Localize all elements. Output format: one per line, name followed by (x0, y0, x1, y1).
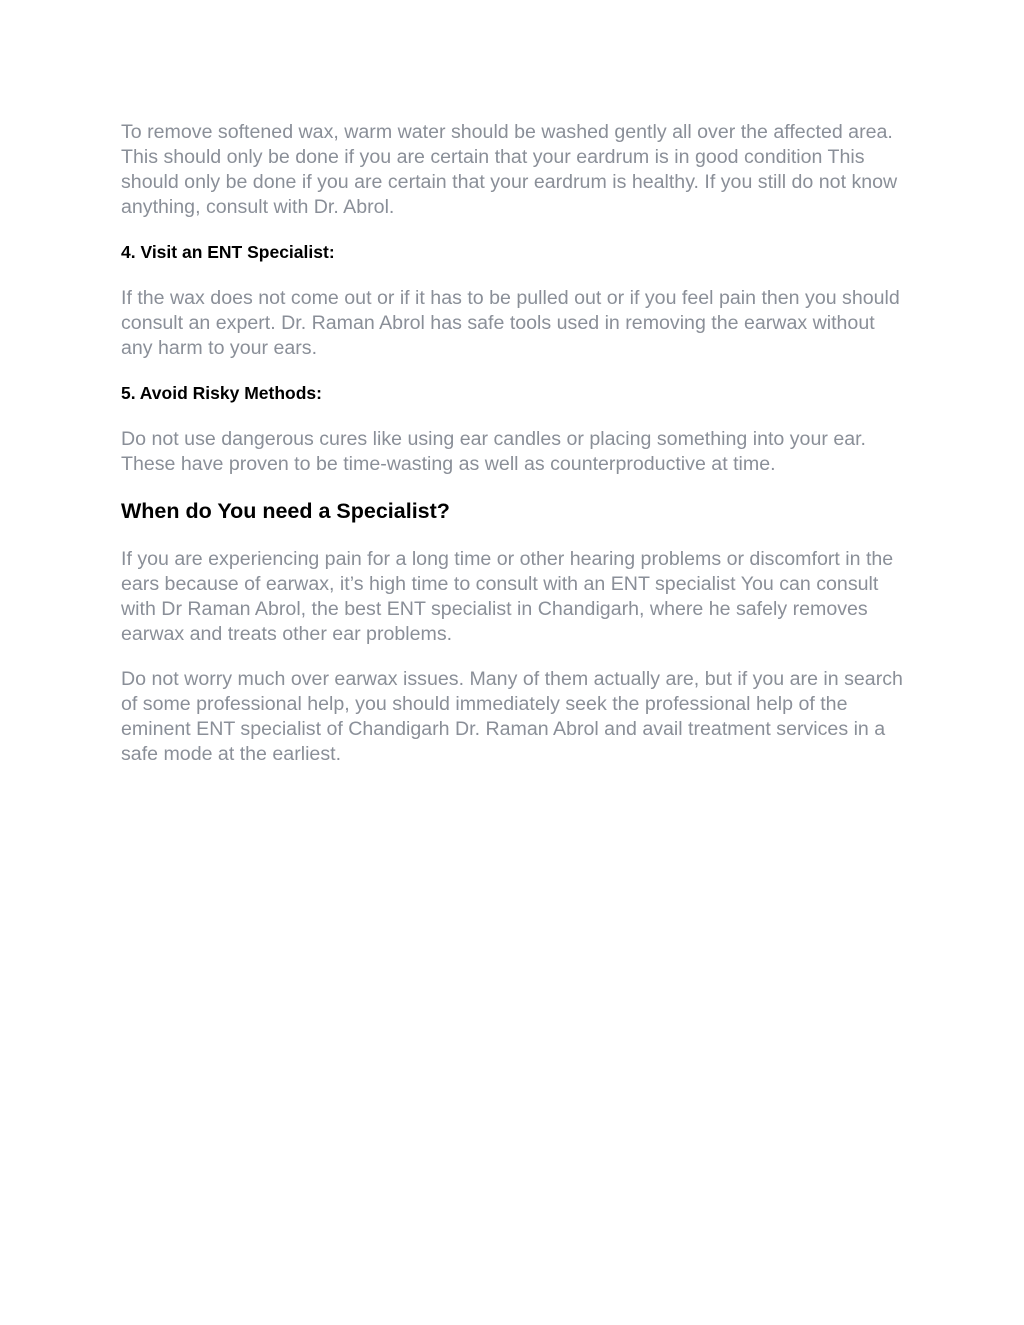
paragraph-hearing-problems: If you are experiencing pain for a long time or other hearing problems or discomfort in the ears because of earwax, it’s high time to consult with an ENT specialist You can consult with Dr Raman Abrol, the best ENT specialist in Chandigarh, where he safely removes earwax and treats other ear problems. (121, 548, 894, 645)
paragraph-do-not-worry: Do not worry much over earwax issues. Many of them actually are, but if you are in search of some professional help, you should immediately seek the professional help of the eminent ENT specialist of Chandigarh Dr. Raman Abrol and avail treatment services in a safe mode at the earliest. (121, 668, 903, 765)
paragraph-consult-expert: If the wax does not come out or if it has to be pulled out or if you feel pain then you should consult an expert. Dr. Raman Abrol has safe tools used in removing the earwax without any harm to your ears. (121, 287, 900, 359)
heading-when-specialist: When do You need a Specialist? (121, 499, 450, 523)
subheading-avoid-risky: 5. Avoid Risky Methods: (121, 383, 322, 403)
document-page (121, 120, 911, 787)
paragraph-dangerous-cures: Do not use dangerous cures like using ear candles or placing something into your ear. These have proven to be time-wasting as well as counterproductive at time. (121, 428, 867, 475)
paragraph-warm-water: To remove softened wax, warm water should be washed gently all over the affected area. This should only be done if you are certain that your eardrum is in good condition This should only be done if you are certain that your eardrum is healthy. If you still do not know anything, consult with Dr. Abrol. (121, 121, 898, 218)
subheading-visit-ent: 4. Visit an ENT Specialist: (121, 242, 335, 262)
